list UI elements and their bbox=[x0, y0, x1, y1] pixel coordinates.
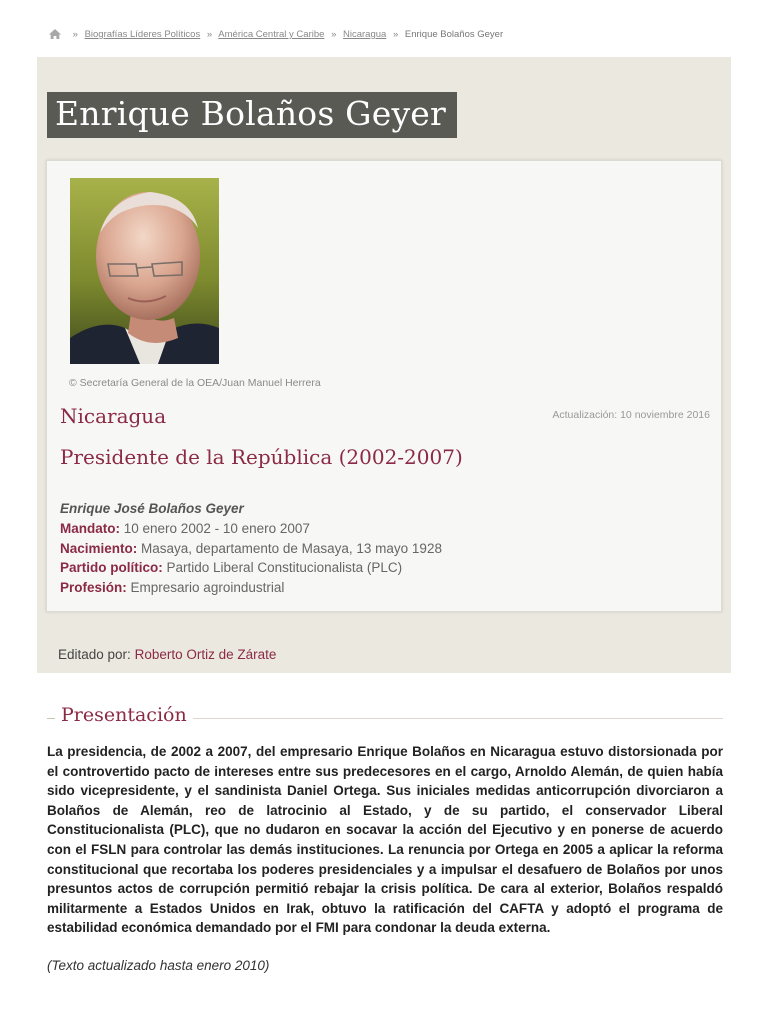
photo-credit: © Secretaría General de la OEA/Juan Manuel Herrera bbox=[69, 377, 321, 389]
editor-prefix: Editado por: bbox=[58, 647, 131, 662]
fact-mandato bbox=[60, 519, 442, 539]
fact-label: Nacimiento: bbox=[60, 540, 138, 556]
section-rule-stub bbox=[47, 718, 55, 719]
fact-label: Partido político: bbox=[60, 560, 163, 576]
last-updated: Actualización: 10 noviembre 2016 bbox=[552, 409, 710, 421]
fact-label: Profesión: bbox=[60, 580, 127, 596]
role-heading: Presidente de la República (2002-2007) bbox=[60, 445, 463, 469]
home-icon[interactable] bbox=[48, 28, 62, 43]
full-name: Enrique José Bolaños Geyer bbox=[60, 501, 244, 516]
breadcrumb bbox=[48, 28, 503, 44]
section-heading bbox=[47, 704, 723, 732]
fact-value: 10 enero 2002 - 10 enero 2007 bbox=[123, 520, 310, 536]
page-title: Enrique Bolaños Geyer bbox=[55, 94, 446, 133]
breadcrumb-separator: » bbox=[72, 29, 78, 40]
presentation-footnote: (Texto actualizado hasta enero 2010) bbox=[47, 958, 270, 973]
breadcrumb-separator: » bbox=[392, 29, 399, 40]
breadcrumb-link-nicaragua[interactable]: Nicaragua bbox=[343, 29, 387, 40]
breadcrumb-link-biografias[interactable]: Biografías Líderes Políticos bbox=[84, 29, 201, 40]
page-title-box bbox=[47, 92, 457, 138]
fact-value: Empresario agroindustrial bbox=[130, 580, 285, 596]
editor-credit bbox=[58, 647, 276, 662]
fact-profesion bbox=[60, 578, 442, 598]
breadcrumb-link-america-central[interactable]: América Central y Caribe bbox=[218, 29, 325, 40]
profile-facts bbox=[60, 499, 442, 598]
breadcrumb-separator: » bbox=[206, 29, 213, 40]
fact-partido bbox=[60, 558, 442, 578]
country-heading: Nicaragua bbox=[60, 404, 167, 428]
editor-link[interactable]: Roberto Ortiz de Zárate bbox=[134, 647, 277, 662]
fact-value: Partido Liberal Constitucionalista (PLC) bbox=[166, 560, 403, 576]
fact-nacimiento bbox=[60, 539, 442, 559]
presentation-body: La presidencia, de 2002 a 2007, del empresario Enrique Bolaños en Nicaragua estuvo distorsionada por el controvertido pacto de intereses entre sus predecesores en el cargo, Arnoldo Alemán, de quien había sido vicepresidente, y el sandinista Daniel Ortega. Sus iniciales medidas anticorrupción divorciaron a Bolaños de Alemán, reo de latrocinio al Estado, y de su partido, el conservador Liberal Constitucionalista (PLC), que no dudaron en socavar la acción del Ejecutivo y en ponerse de acuerdo con el FSLN para controlar las demás instituciones. La renuncia por Ortega en 2005 a aplicar la reforma constitucional que recortaba los poderes presidenciales y a impulsar el desafuero de Bolaños por unos presuntos actos de corrupción permitió rebajar la crisis política. De cara al exterior, Bolaños respaldó militarmente a Estados Unidos en Irak, obtuvo la ratificación del CAFTA y adoptó el programa de estabilidad económica demandado por el FMI para condonar la deuda externa. bbox=[47, 744, 723, 936]
breadcrumb-current: Enrique Bolaños Geyer bbox=[404, 29, 504, 40]
fact-value: Masaya, departamento de Masaya, 13 mayo 1928 bbox=[141, 540, 442, 556]
section-title: Presentación bbox=[55, 704, 193, 726]
fact-label: Mandato: bbox=[60, 520, 120, 536]
portrait-photo bbox=[70, 178, 219, 364]
breadcrumb-separator: » bbox=[331, 29, 337, 40]
